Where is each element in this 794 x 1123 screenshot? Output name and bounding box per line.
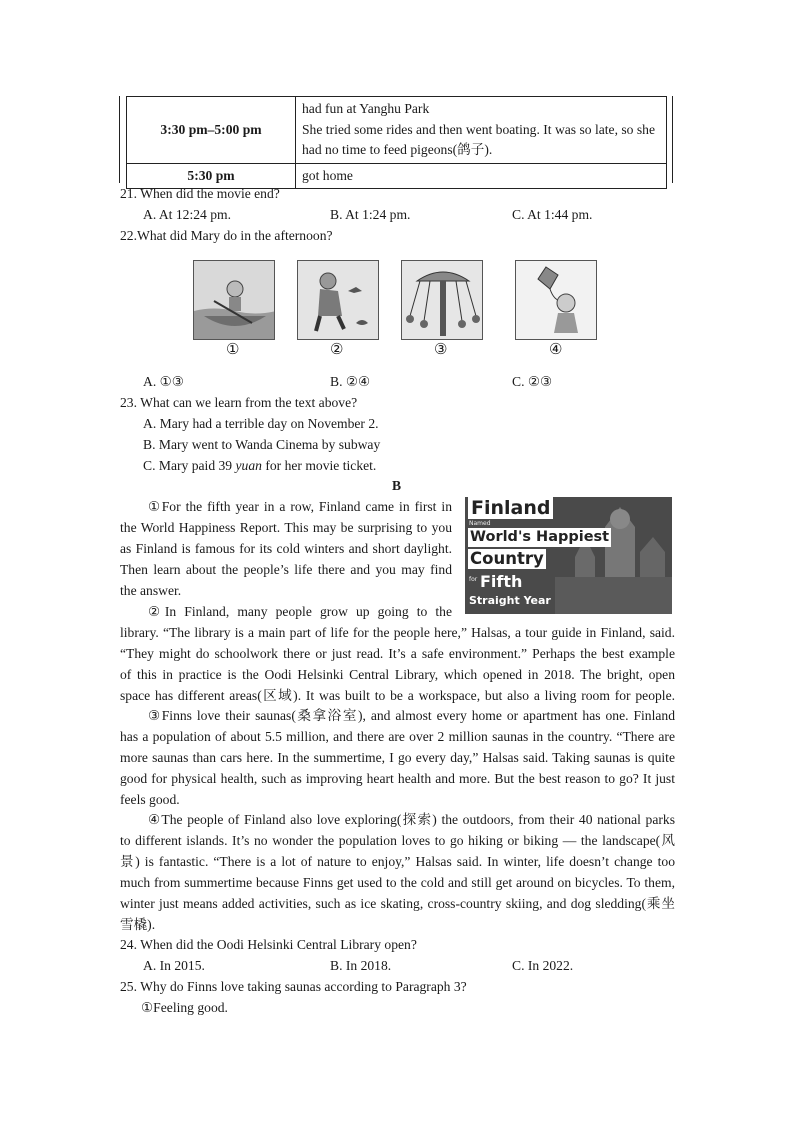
image-line-6: Fifth bbox=[480, 572, 523, 591]
question-24: 24. When did the Oodi Helsinki Central Library open? bbox=[120, 937, 417, 952]
schedule-table bbox=[126, 96, 667, 189]
schedule-activity: had fun at Yanghu Park She tried some rides and then went boating. It was so late, so she had no time to feed pigeons(鸽子). bbox=[296, 97, 667, 164]
finland-happiest-country-image bbox=[465, 497, 672, 614]
q25-option-1: ①Feeling good. bbox=[141, 1000, 228, 1015]
table-row bbox=[127, 97, 667, 164]
q23-option-b: B. Mary went to Wanda Cinema by subway bbox=[143, 437, 381, 452]
image-line-1: Finland bbox=[468, 497, 553, 519]
image-line-4: Country bbox=[470, 549, 544, 568]
q24-option-a: A. In 2015. bbox=[143, 958, 205, 973]
picture-label-3: ③ bbox=[434, 342, 448, 358]
picture-label-1: ① bbox=[226, 342, 240, 358]
question-25: 25. Why do Finns love taking saunas according to Paragraph 3? bbox=[120, 979, 467, 994]
schedule-time: 5:30 pm bbox=[127, 163, 296, 189]
picture-label-2: ② bbox=[330, 342, 344, 358]
question-22: 22.What did Mary do in the afternoon? bbox=[120, 228, 333, 243]
q23-option-a: A. Mary had a terrible day on November 2. bbox=[143, 416, 379, 431]
swing-ride-picture bbox=[401, 260, 483, 340]
question-21: 21. When did the movie end? bbox=[120, 186, 280, 201]
image-line-7: Straight Year bbox=[469, 594, 551, 607]
q21-option-c: C. At 1:44 pm. bbox=[512, 207, 593, 222]
section-heading: B bbox=[392, 478, 402, 493]
boating-picture bbox=[193, 260, 275, 340]
q23-option-c: C. Mary paid 39 yuan for her movie ticket. bbox=[143, 458, 377, 473]
image-line-2: Named bbox=[469, 520, 491, 527]
q22-option-c: C. ②③ bbox=[512, 374, 553, 389]
q22-option-b: B. ②④ bbox=[330, 374, 371, 389]
q24-option-b: B. In 2018. bbox=[330, 958, 392, 973]
image-line-3: World's Happiest bbox=[470, 529, 610, 545]
flying-kite-picture bbox=[515, 260, 597, 340]
image-line-5: for bbox=[469, 576, 478, 583]
q22-option-a: A. ①③ bbox=[143, 374, 184, 389]
question-23: 23. What can we learn from the text above? bbox=[120, 395, 358, 410]
q21-option-b: B. At 1:24 pm. bbox=[330, 207, 411, 222]
q24-option-c: C. In 2022. bbox=[512, 958, 574, 973]
schedule-time: 3:30 pm–5:00 pm bbox=[127, 97, 296, 164]
schedule-activity: got home bbox=[296, 163, 667, 189]
feeding-pigeons-picture bbox=[297, 260, 379, 340]
q21-option-a: A. At 12:24 pm. bbox=[143, 207, 231, 222]
picture-label-4: ④ bbox=[549, 342, 563, 358]
